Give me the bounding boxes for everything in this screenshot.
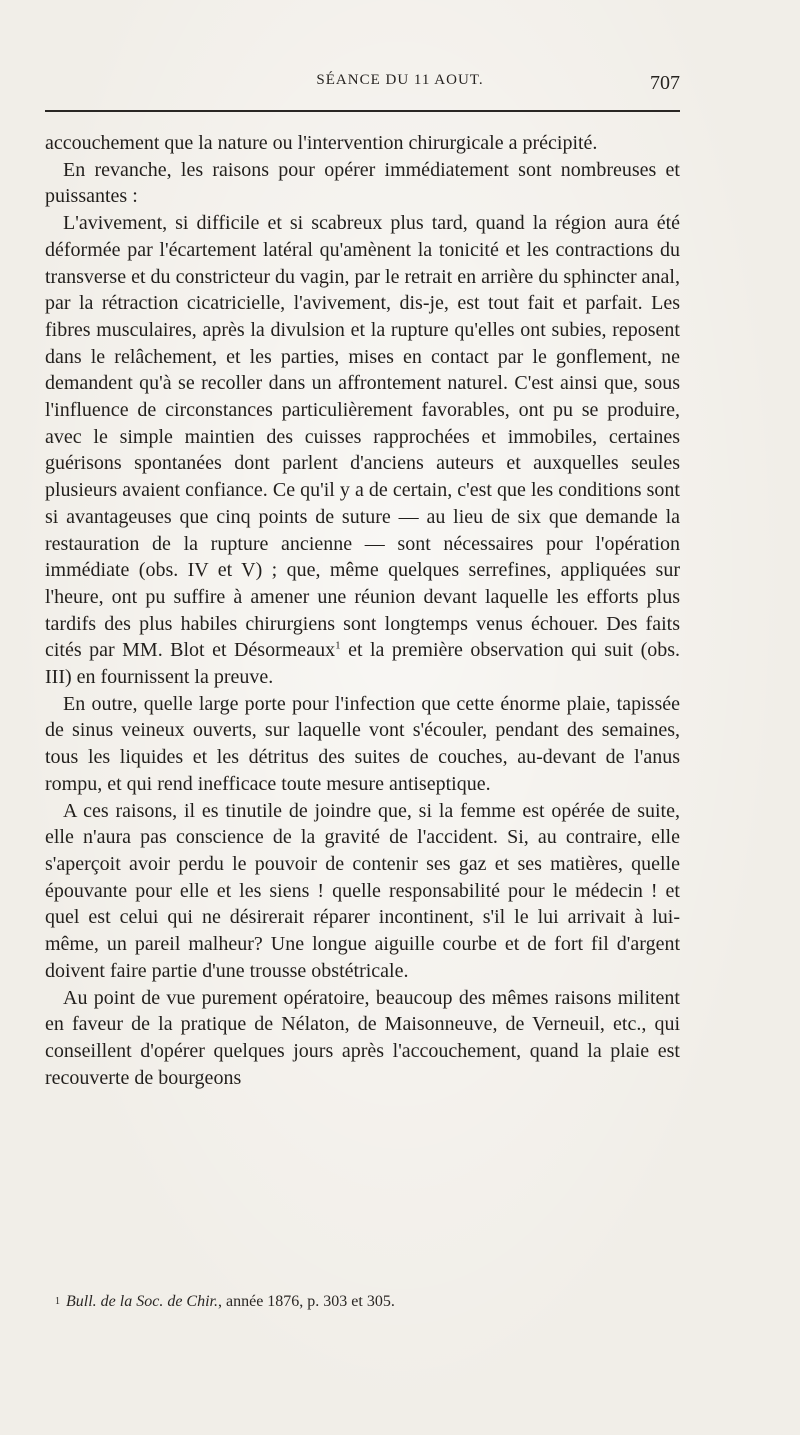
paragraph-4: En outre, quelle large porte pour l'infection que cette énorme plaie, tapissée de sinus veineux ouverts, sur laquelle vont s'écouler, pendant des semaines, tous les liquides et les détritus des suites de couches, au-devant de l'anus rompu, et qui rend inefficace toute mesure antiseptique. [45,692,680,795]
footnote-mark: 1 [55,1296,60,1307]
footnote-source: Bull. de la Soc. de Chir. [66,1293,218,1310]
footnote-rest: , année 1876, p. 303 et 305. [217,1293,395,1310]
paragraph-3-tail: et la première observation qui suit (obs. III) en fournissent la preuve. [45,639,681,689]
body-text [45,130,680,1091]
paragraph-5: A ces raisons, il es tinutile de joindre que, si la femme est opérée de suite, elle n'aura pas conscience de la gravité de l'accident. Si, au contraire, elle s'aperçoit avoir perdu le pouvoir de contenir ses gaz et ses matières, quelle épouvante pour elle et les siens ! quelle responsabilité pour le médecin ! et quel est celui qui ne désirerait réparer incontinent, s'il le lui arrivait à lui-même, un pareil malheur? Une longue aiguille courbe et de fort fil d'argent doivent faire partie d'une trousse obstétricale. [45,799,680,982]
header-rule [45,110,680,112]
paragraph-2: En revanche, les raisons pour opérer immédiatement sont nombreuses et puissantes : [45,158,680,208]
footnote [55,1292,685,1312]
paragraph-1: accouchement que la nature ou l'intervention chirurgicale a précipité. [45,132,598,154]
paragraph-6: Au point de vue purement opératoire, beaucoup des mêmes raisons militent en faveur de la pratique de Nélaton, de Maisonneuve, de Verneuil, etc., qui conseillent d'opérer quelques jours après l'accouchement, quand la plaie est recouverte de bourgeons [45,986,680,1089]
page-number: 707 [650,72,680,94]
page-header [0,72,800,102]
running-head: SÉANCE DU 11 AOUT. [316,72,484,88]
footnote-reference: 1 [335,639,341,652]
paragraph-3-text: L'avivement, si difficile et si scabreux plus tard, quand la région aura été déformée par l'écartement latéral qu'amènent la tonicité et les contractions du transverse et du constricteur du vagin, par le retrait en arrière du sphincter anal, par la rétraction cicatricielle, l'avivement, dis-je, est tout fait et parfait. Les fibres musculaires, après la divulsion et la rupture qu'elles ont subies, reposent dans le relâchement, et les parties, mises en contact par le gonflement, ne demandent qu'à se recoller dans un affrontement naturel. C'est ainsi que, sous l'influence de circonstances particulièrement favorables, ont pu se produire, avec le simple maintien des cuisses rapprochées et immobiles, certaines guérisons spontanées dont parlent d'anciens auteurs et auxquelles seules plusieurs avaient confiance. Ce qu'il y a de certain, c'est que les conditions sont si avantageuses que cinq points de suture — au lieu de six que demande la restauration de la rupture ancienne — sont nécessaires pour l'opération immédiate (obs. IV et V) ; que, même quelques serrefines, appliquées sur l'heure, ont pu suffire à amener une réunion devant laquelle les efforts plus tardifs des plus habiles chirurgiens sont longtemps venus échouer. Des faits cités par MM. Blot et Désormeaux [45,212,680,662]
paragraph-3 [45,210,680,691]
